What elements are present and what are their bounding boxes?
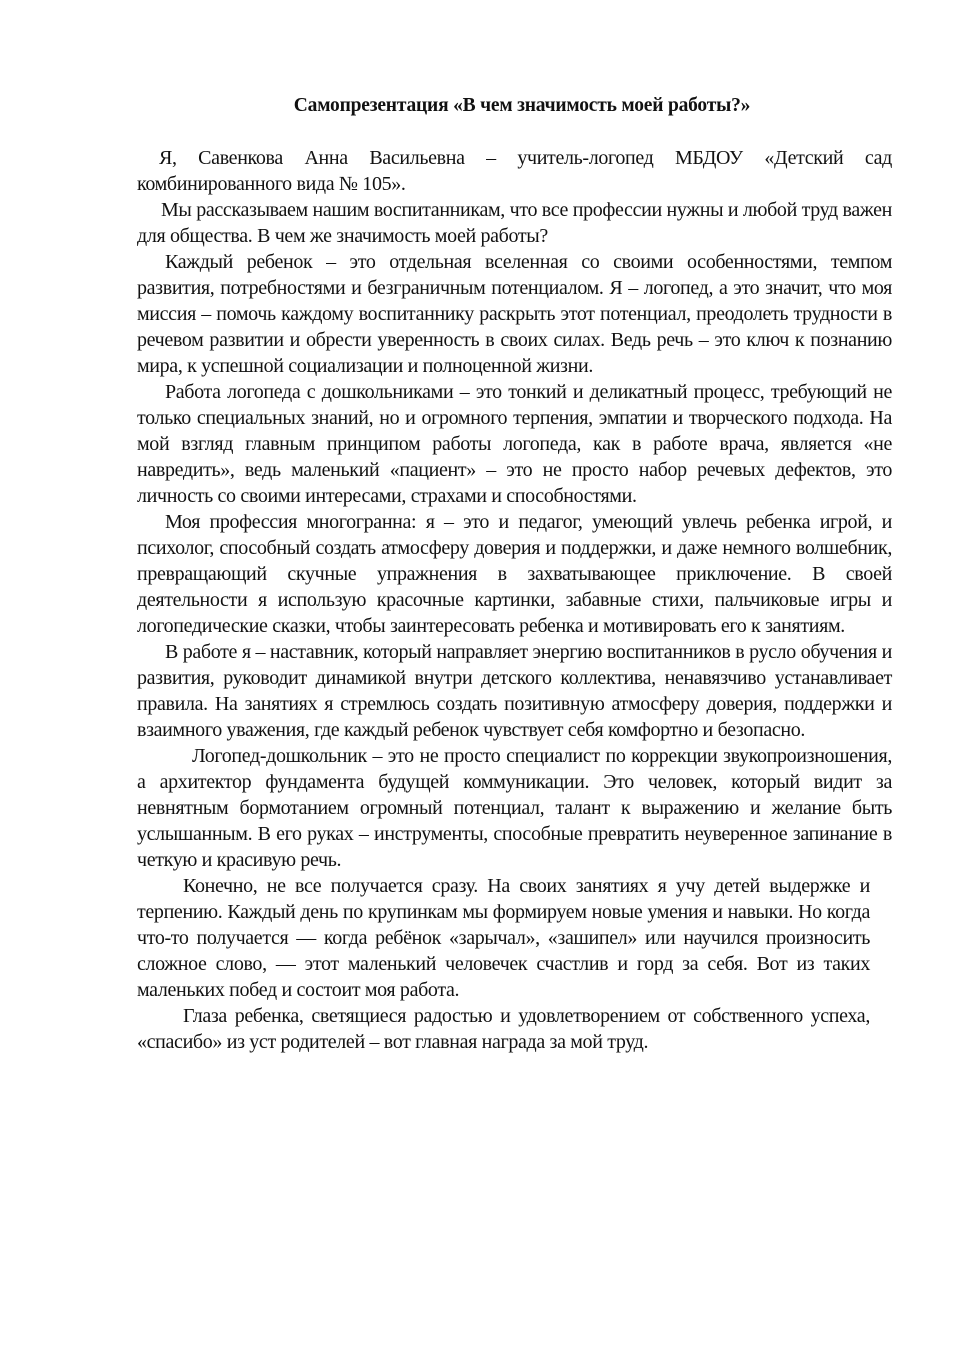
paragraph-multifaceted-profession: Моя профессия многогранна: я – это и педагог, умеющий увлечь ребенка игрой, и психолог, способный создать атмосферу доверия и поддержки, и даже немного волшебник, превращающий скучные упражнения в захватывающее приключение. В своей деятельности я использую красочные картинки, забавные стихи, пальчиковые игры и логопедические сказки, чтобы заинтересовать ребенка и мотивировать его к занятиям. xyxy=(137,511,892,637)
document-title: Самопрезентация «В чем значимость моей работы?» xyxy=(293,95,751,116)
paragraph-small-victories: Конечно, не все получается сразу. На своих занятиях я учу детей выдержке и терпению. Каждый день по крупинкам мы формируем новые умения и навыки. Но когда что-то получается — когда ребёнок «зарычал», «зашипел» или научился произносить сложное слово, — этот маленький человечек счастлив и горд за себя. Вот из таких маленьких побед и состоит моя работа. xyxy=(137,875,870,1001)
paragraph-architect: Логопед-дошкольник – это не просто специалист по коррекции звукопроизношения, а архитектор фундамента будущей коммуникации. Это человек, который видит за невнятным бормотанием огромный потенциал, талант к выражению и желание быть услышанным. В его руках – инструменты, способные превратить неуверенное запинание в четкую и красивую речь. xyxy=(137,745,892,871)
document-body xyxy=(137,145,892,1055)
paragraph-introduction: Я, Савенкова Анна Васильевна – учитель-логопед МБДОУ «Детский сад комбинированного вида № 105». xyxy=(137,147,892,195)
paragraph-mission: Каждый ребенок – это отдельная вселенная со своими особенностями, темпом развития, потребностями и безграничным потенциалом. Я – логопед, а это значит, что моя миссия – помочь каждому воспитаннику раскрыть этот потенциал, преодолеть трудности в речевом развитии и обрести уверенность в своих силах. Ведь речь – это ключ к познанию мира, к успешной социализации и полноценной жизни. xyxy=(137,251,892,377)
paragraph-question: Мы рассказываем нашим воспитанникам, что все профессии нужны и любой труд важен для общества. В чем же значимость моей работы? xyxy=(137,199,892,247)
paragraph-mentor: В работе я – наставник, который направляет энергию воспитанников в русло обучения и развития, руководит динамикой внутри детского коллектива, ненавязчиво устанавливает правила. На занятиях я стремлюсь создать позитивную атмосферу доверия, поддержки и взаимного уважения, где каждый ребенок чувствует себя комфортно и безопасно. xyxy=(137,641,892,741)
paragraph-reward: Глаза ребенка, светящиеся радостью и удовлетворением от собственного успеха, «спасибо» из уст родителей – вот главная награда за мой труд. xyxy=(137,1005,870,1053)
paragraph-work-process: Работа логопеда с дошкольниками – это тонкий и деликатный процесс, требующий не только специальных знаний, но и огромного терпения, эмпатии и творческого подхода. На мой взгляд главным принципом работы логопеда, как в работе врача, является «не навредить», ведь маленький «пациент» – это не просто набор речевых дефектов, это личность со своими интересами, страхами и способностями. xyxy=(137,381,892,507)
